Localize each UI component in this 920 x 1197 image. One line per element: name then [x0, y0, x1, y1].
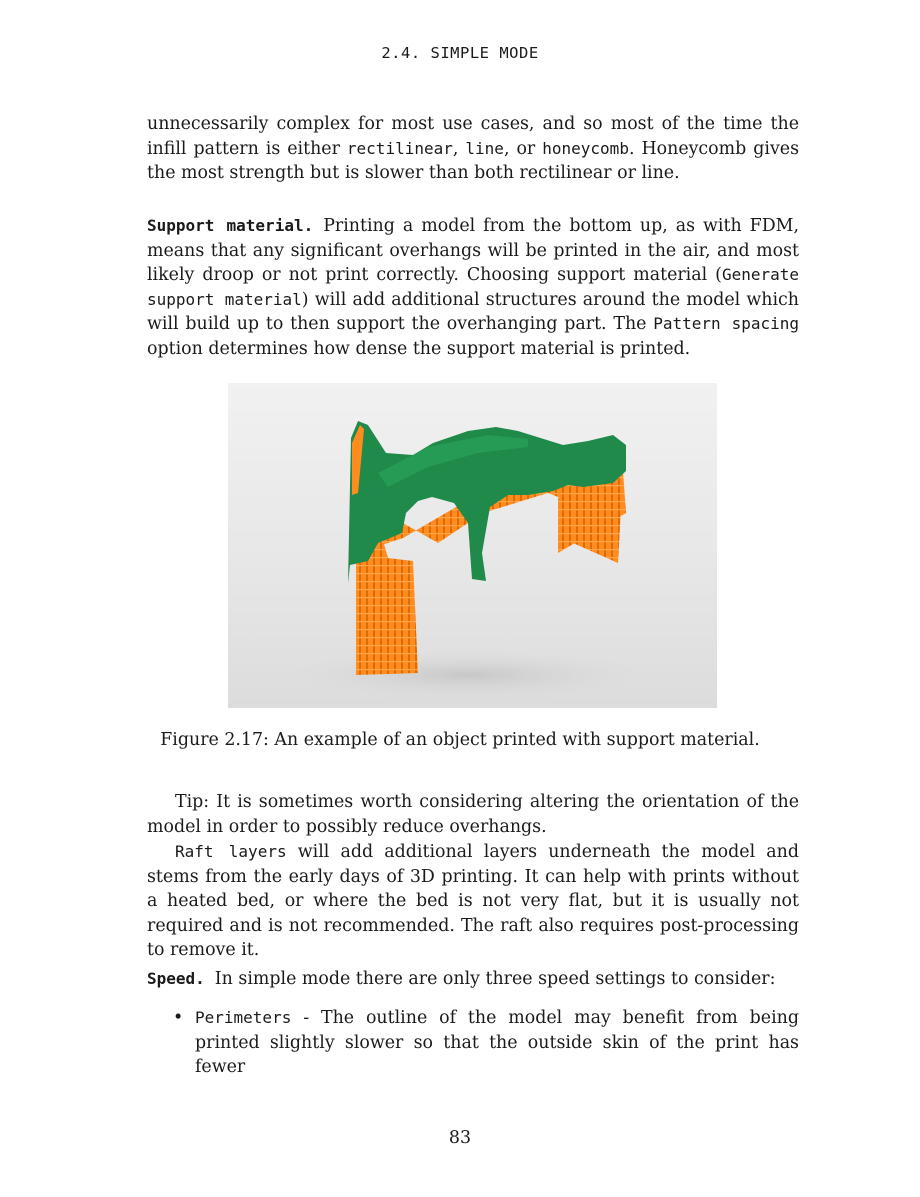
- code-raft-layers: Raft layers: [175, 842, 287, 861]
- printed-object-illustration: [228, 383, 717, 708]
- code-generate-support-material: Generate support material: [147, 265, 799, 309]
- paragraph-support-material: Support material. Printing a model from the bottom up, as with FDM, means that any significant overhangs will be printed in the air, and most likely droop or not print correctly. Choosing support material (Generate support material) will add additional structures around the model which will build up to then support the overhanging part. The Pattern spacing option determines how dense the support material is printed.: [147, 216, 800, 359]
- running-header: 2.4. SIMPLE MODE: [381, 44, 539, 62]
- code-honeycomb: honeycomb: [542, 138, 629, 158]
- code-perimeters: Perimeters: [195, 1008, 292, 1027]
- code-rectilinear: rectilinear: [346, 138, 453, 158]
- heading-speed: Speed.: [147, 969, 205, 988]
- figure-support-material-photo: [228, 383, 717, 708]
- bullet-list: [147, 1006, 799, 1080]
- paragraph-raft-layers: Raft layers will add additional layers underneath the model and stems from the early days of 3D printing. It can help with prints without a heated bed, or where the bed is not very flat, but it is usually not required and is not recommended. The raft also requires post-processing to remove it.: [147, 842, 799, 961]
- floor-shadow: [278, 649, 658, 701]
- code-pattern-spacing: Pattern spacing: [653, 314, 799, 334]
- bullet-icon: •: [173, 1008, 184, 1028]
- heading-support-material: Support material.: [147, 216, 314, 235]
- list-item: • Perimeters - The outline of the model may benefit from being printed slightly slower so that the outside skin of the print has fewer: [173, 1008, 799, 1078]
- speed-bullet-list: [147, 1006, 799, 1080]
- paragraph-infill: unnecessarily complex for most use cases, and so most of the time the infill pattern is either rectilinear, line, or honeycomb. Honeycomb gives the most strength but is slower than both rectilinear or line.: [147, 114, 799, 184]
- page-number: 83: [448, 1128, 472, 1148]
- paragraph-tip: Tip: It is sometimes worth considering altering the orientation of the model in order to possibly reduce overhangs.: [147, 792, 799, 837]
- paragraph-speed: Speed. In simple mode there are only three speed settings to consider:: [147, 969, 776, 989]
- code-line: line: [465, 138, 504, 158]
- figure-caption: Figure 2.17: An example of an object printed with support material.: [160, 730, 760, 750]
